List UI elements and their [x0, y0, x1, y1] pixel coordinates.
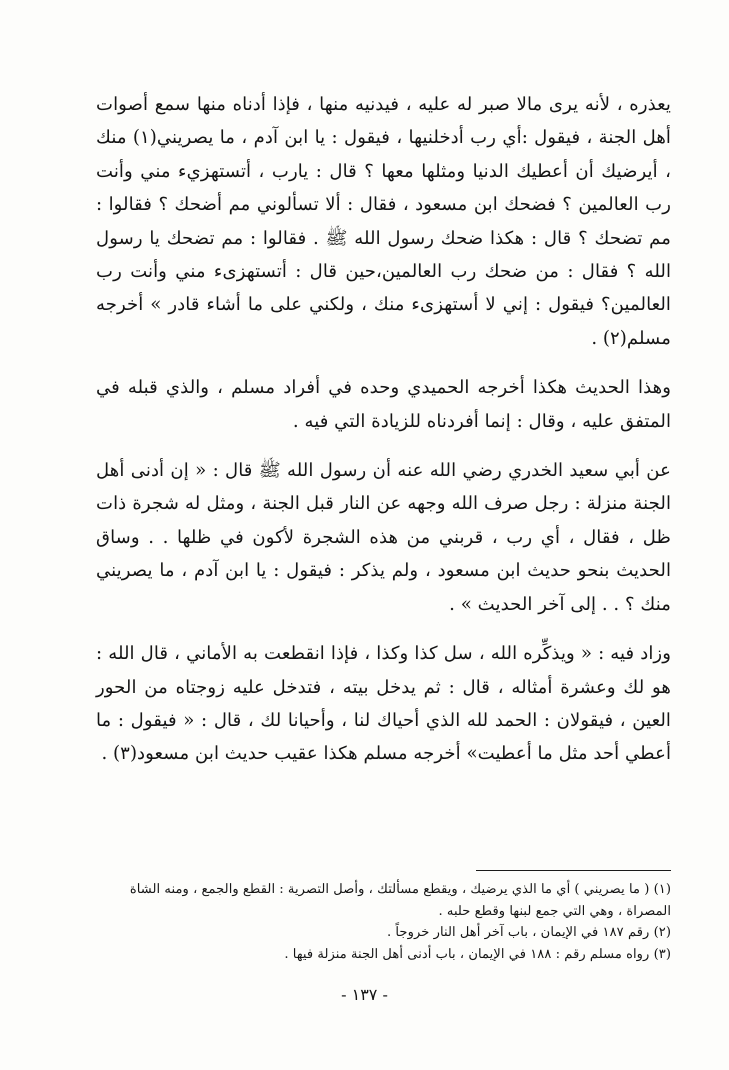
paragraph-4: وزاد فيه : « ويذكِّره الله ، سل كذا وكذا ، فإذا انقطعت به الأماني ، قال الله : هو لك وعشرة أمثاله ، قال : ثم يدخل بيته ، فتدخل عليه زوجتاه من الحور العين ، فيقولان : الحمد لله الذي أحياك لنا ، وأحيانا لك ، قال : « فيقول : ما أعطي أحد مثل ما أعطيت» أخرجه مسلم هكذا عقيب حديث ابن مسعود(٣) . [96, 643, 671, 765]
paragraph-2: وهذا الحديث هكذا أخرجه الحميدي وحده في أفراد مسلم ، والذي قبله في المتفق عليه ، وقال : إنما أفردناه للزيادة التي فيه . [96, 377, 671, 432]
main-text [96, 88, 671, 771]
footnote-2: (٢) رقم ١٨٧ في الإيمان ، باب آخر أهل النار خروجاً . [387, 925, 671, 940]
footnote-divider [476, 870, 671, 871]
footnote-1: (١) ( ما يصريني ) أي ما الذي يرضيك ، ويقطع مسألتك ، وأصل التصرية : القطع والجمع ، ومنه الشاة المصراة ، وهي التي جمع لبنها وقطع حلبه . [129, 882, 671, 919]
paragraph-3: عن أبي سعيد الخدري رضي الله عنه أن رسول الله ﷺ قال : « إن أدنى أهل الجنة منزلة : رجل صرف الله وجهه عن النار قبل الجنة ، ومثل له شجرة ذات ظل ، فقال ، أي رب ، قربني من هذه الشجرة لأكون في ظلها . . وساق الحديث بنحو حديث ابن مسعود ، ولم يذكر : فيقول : يا ابن آدم ، ما يصريني منك ؟ . . إلى آخر الحديث » . [96, 460, 671, 615]
footnote-3: (٣) رواه مسلم رقم : ١٨٨ في الإيمان ، باب أدنى أهل الجنة منزلة فيها . [284, 946, 671, 962]
footnotes [96, 870, 671, 965]
paragraph-1: يعذره ، لأنه يرى مالا صبر له عليه ، فيدنيه منها ، فإذا أدناه منها سمع أصوات أهل الجنة ، فيقول :أي رب أدخلنيها ، فيقول : يا ابن آدم ، ما يصريني(١) منك ، أيرضيك أن أعطيك الدنيا ومثلها معها ؟ قال : يارب ، أتستهزيء مني وأنت رب العالمين ؟ فضحك ابن مسعود ، فقال : ألا تسألوني مم أضحك ؟ فقالوا : مم تضحك ؟ قال : هكذا ضحك رسول الله ﷺ . فقالوا : مم تضحك يا رسول الله ؟ فقال : من ضحك رب العالمين،حين قال : أتستهزىء مني وأنت رب العالمين؟ فيقول : إني لا أستهزىء منك ، ولكني على ما أشاء قادر » أخرجه مسلم(٢) . [96, 94, 671, 349]
page-number: - ١٣٧ - [341, 985, 388, 1004]
